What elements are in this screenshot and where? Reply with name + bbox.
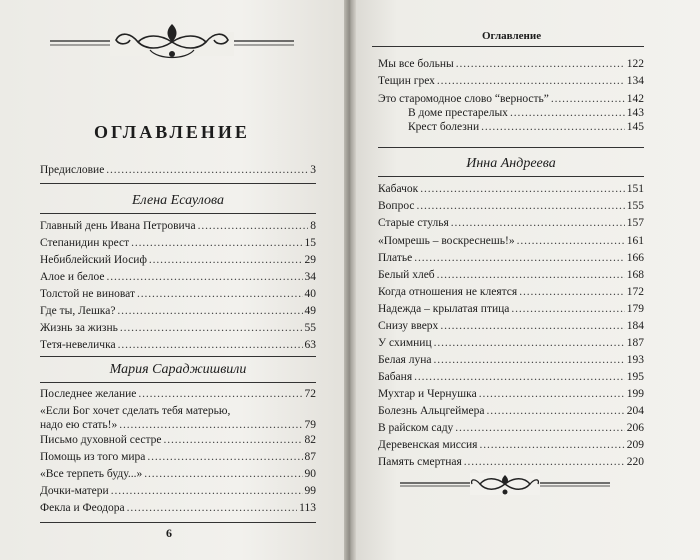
entry-title: Вопрос — [378, 200, 415, 212]
entry-page: 187 — [626, 337, 644, 349]
entry-page: 49 — [304, 305, 316, 317]
toc-entry[interactable] — [378, 438, 644, 452]
leader-dots — [479, 438, 624, 452]
entry-title: Небиблейский Иосиф — [40, 254, 147, 266]
entry-page: 34 — [304, 271, 316, 283]
entry-page: 193 — [626, 354, 644, 366]
entry-title: Мы все больны — [378, 58, 454, 70]
book-gutter — [344, 0, 356, 560]
toc-entry[interactable] — [40, 338, 316, 352]
entry-page: 40 — [304, 288, 316, 300]
leader-dots — [464, 455, 625, 469]
toc-entry[interactable] — [40, 236, 316, 250]
leader-dots — [164, 433, 303, 447]
toc-entry[interactable] — [40, 484, 316, 498]
entry-title: В райском саду — [378, 422, 454, 434]
leader-dots — [198, 219, 309, 233]
toc-entry[interactable] — [40, 404, 316, 432]
section-rule — [40, 382, 316, 383]
section-rule — [40, 356, 316, 357]
toc-entry[interactable] — [378, 387, 644, 401]
leader-dots — [519, 285, 625, 299]
fleuron-ornament-icon — [50, 20, 294, 66]
entry-title: Платье — [378, 252, 413, 264]
section-rule — [378, 147, 644, 148]
toc-entry[interactable] — [378, 92, 644, 106]
toc-entry[interactable] — [378, 404, 644, 418]
entry-title: Память смертная — [378, 456, 462, 468]
entry-title: Белый хлеб — [378, 269, 435, 281]
leader-dots — [434, 336, 625, 350]
toc-entry[interactable] — [40, 450, 316, 464]
entry-page: 55 — [304, 322, 316, 334]
toc-entry[interactable] — [40, 321, 316, 335]
entry-page: 195 — [626, 371, 644, 383]
entry-title: Толстой не виноват — [40, 288, 135, 300]
leader-dots — [106, 163, 308, 177]
entry-page: 90 — [304, 468, 316, 480]
toc-entry[interactable] — [40, 270, 316, 284]
leader-dots — [131, 236, 302, 250]
toc-entry[interactable] — [378, 421, 644, 435]
toc-entry[interactable] — [40, 467, 316, 481]
toc-entry[interactable] — [378, 455, 644, 469]
entry-page: 79 — [304, 419, 316, 431]
entry-title: Бабаня — [378, 371, 413, 383]
entry-title: В доме престарелых — [408, 107, 508, 119]
leader-dots — [144, 467, 302, 481]
entry-title: Письмо духовной сестре — [40, 434, 162, 446]
entry-page: 206 — [626, 422, 644, 434]
leader-dots — [119, 418, 302, 432]
leader-dots — [127, 501, 298, 515]
section-rule — [40, 213, 316, 214]
entry-title: Тещин грех — [378, 75, 435, 87]
leader-dots — [479, 387, 625, 401]
entry-page: 220 — [626, 456, 644, 468]
header-rule — [372, 46, 644, 47]
leader-dots — [455, 421, 624, 435]
leader-dots — [511, 302, 624, 316]
toc-entry[interactable] — [378, 353, 644, 367]
toc-entry[interactable] — [40, 501, 316, 515]
toc-entry[interactable] — [378, 285, 644, 299]
section-author: Инна Андреева — [466, 156, 556, 171]
toc-entry[interactable] — [40, 387, 316, 401]
entry-title: Мухтар и Чернушка — [378, 388, 477, 400]
entry-page: 179 — [626, 303, 644, 315]
right-page — [356, 0, 700, 560]
page-number: 6 — [166, 526, 172, 540]
entry-title: Где ты, Лешка? — [40, 305, 116, 317]
entry-title: Главный день Ивана Петровича — [40, 220, 196, 232]
entry-title: Деревенская миссия — [378, 439, 478, 451]
entry-page: 15 — [304, 237, 316, 249]
entry-title: Крест болезни — [408, 121, 480, 133]
entry-page: 87 — [304, 451, 316, 463]
toc-entry[interactable] — [40, 304, 316, 318]
entry-title: Алое и белое — [40, 271, 105, 283]
entry-page: 99 — [304, 485, 316, 497]
entry-page: 143 — [626, 107, 644, 119]
leader-dots — [440, 319, 624, 333]
entry-title: Степанидин крест — [40, 237, 130, 249]
leader-dots — [414, 251, 625, 265]
footer-rule — [40, 522, 316, 523]
leader-dots — [120, 321, 303, 335]
toc-entry[interactable] — [378, 302, 644, 316]
section-rule — [378, 176, 644, 177]
left-page — [0, 0, 344, 560]
entry-title: Старые стулья — [378, 217, 449, 229]
leader-dots — [117, 304, 302, 318]
leader-dots — [517, 234, 625, 248]
leader-dots — [149, 253, 303, 267]
toc-entry[interactable] — [378, 199, 644, 213]
fleuron-ornament-icon — [400, 469, 610, 499]
toc-entry[interactable] — [378, 216, 644, 230]
toc-entry[interactable] — [378, 319, 644, 333]
entry-page: 184 — [626, 320, 644, 332]
leader-dots — [437, 268, 625, 282]
leader-dots — [416, 199, 624, 213]
running-head: Оглавление — [482, 30, 542, 42]
toc-entry[interactable] — [40, 253, 316, 267]
entry-title: Когда отношения не клеятся — [378, 286, 518, 298]
toc-entry[interactable] — [40, 433, 316, 447]
section-author: Елена Есаулова — [132, 193, 224, 208]
entry-page: 166 — [626, 252, 644, 264]
toc-entry[interactable] — [40, 287, 316, 301]
toc-entry[interactable] — [378, 57, 644, 71]
entry-page: 3 — [310, 164, 316, 176]
entry-title: У схимниц — [378, 337, 432, 349]
leader-dots — [137, 287, 303, 301]
leader-dots — [433, 353, 624, 367]
entry-title: «Помрешь – воскреснешь!» — [378, 235, 515, 247]
toc-entry[interactable] — [408, 120, 644, 134]
entry-page: 209 — [626, 439, 644, 451]
entry-title: Фекла и Феодора — [40, 502, 125, 514]
entry-title: Дочки-матери — [40, 485, 109, 497]
entry-title-cont: надо ею стать!» — [40, 419, 118, 431]
entry-page: 155 — [626, 200, 644, 212]
toc-entry[interactable] — [378, 336, 644, 350]
leader-dots — [106, 270, 302, 284]
entry-title: Последнее желание — [40, 388, 137, 400]
leader-dots — [414, 370, 625, 384]
entry-page: 168 — [626, 269, 644, 281]
leader-dots — [456, 57, 625, 71]
toc-entry[interactable] — [378, 234, 644, 248]
entry-page: 161 — [626, 235, 644, 247]
entry-title: «Если Бог хочет сделать тебя матерью, — [40, 405, 231, 417]
entry-page: 157 — [626, 217, 644, 229]
entry-page: 122 — [626, 58, 644, 70]
leader-dots — [147, 450, 302, 464]
entry-title: Тетя-невеличка — [40, 339, 116, 351]
entry-title: Предисловие — [40, 164, 105, 176]
entry-page: 8 — [310, 220, 316, 232]
leader-dots — [138, 387, 302, 401]
leader-dots — [111, 484, 303, 498]
toc-entry[interactable] — [378, 251, 644, 265]
toc-entry[interactable] — [378, 182, 644, 196]
section-author: Мария Сараджишвили — [109, 362, 247, 377]
toc-entry[interactable] — [378, 268, 644, 282]
entry-title: Кабачок — [378, 183, 419, 195]
leader-dots — [481, 120, 625, 134]
entry-page: 145 — [626, 121, 644, 133]
page-title: ОГЛАВЛЕНИЕ — [94, 122, 250, 142]
entry-title: Снизу вверх — [378, 320, 439, 332]
leader-dots — [420, 182, 625, 196]
leader-dots — [487, 404, 625, 418]
leader-dots — [437, 74, 625, 88]
leader-dots — [551, 92, 625, 106]
entry-title: Надежда – крылатая птица — [378, 303, 510, 315]
toc-entry-preface[interactable] — [40, 163, 316, 177]
entry-page: 29 — [304, 254, 316, 266]
toc-entry[interactable] — [408, 106, 644, 120]
entry-title: Жизнь за жизнь — [40, 322, 118, 334]
entry-page: 142 — [626, 93, 644, 105]
entry-page: 172 — [626, 286, 644, 298]
entry-page: 199 — [626, 388, 644, 400]
entry-title: Болезнь Альцгеймера — [378, 405, 485, 417]
entry-page: 204 — [626, 405, 644, 417]
entry-page: 63 — [304, 339, 316, 351]
entry-title: Белая луна — [378, 354, 432, 366]
leader-dots — [510, 106, 625, 120]
entry-title: «Все терпеть буду...» — [40, 468, 143, 480]
toc-entry[interactable] — [378, 74, 644, 88]
entry-page: 82 — [304, 434, 316, 446]
entry-title: Это старомодное слово “верность” — [378, 93, 549, 105]
leader-dots — [451, 216, 625, 230]
leader-dots — [118, 338, 303, 352]
entry-page: 113 — [299, 502, 316, 514]
entry-page: 134 — [626, 75, 644, 87]
toc-entry[interactable] — [378, 370, 644, 384]
entry-page: 151 — [626, 183, 644, 195]
toc-entry[interactable] — [40, 219, 316, 233]
entry-title: Помощь из того мира — [40, 451, 146, 463]
entry-page: 72 — [304, 388, 316, 400]
section-rule — [40, 183, 316, 184]
